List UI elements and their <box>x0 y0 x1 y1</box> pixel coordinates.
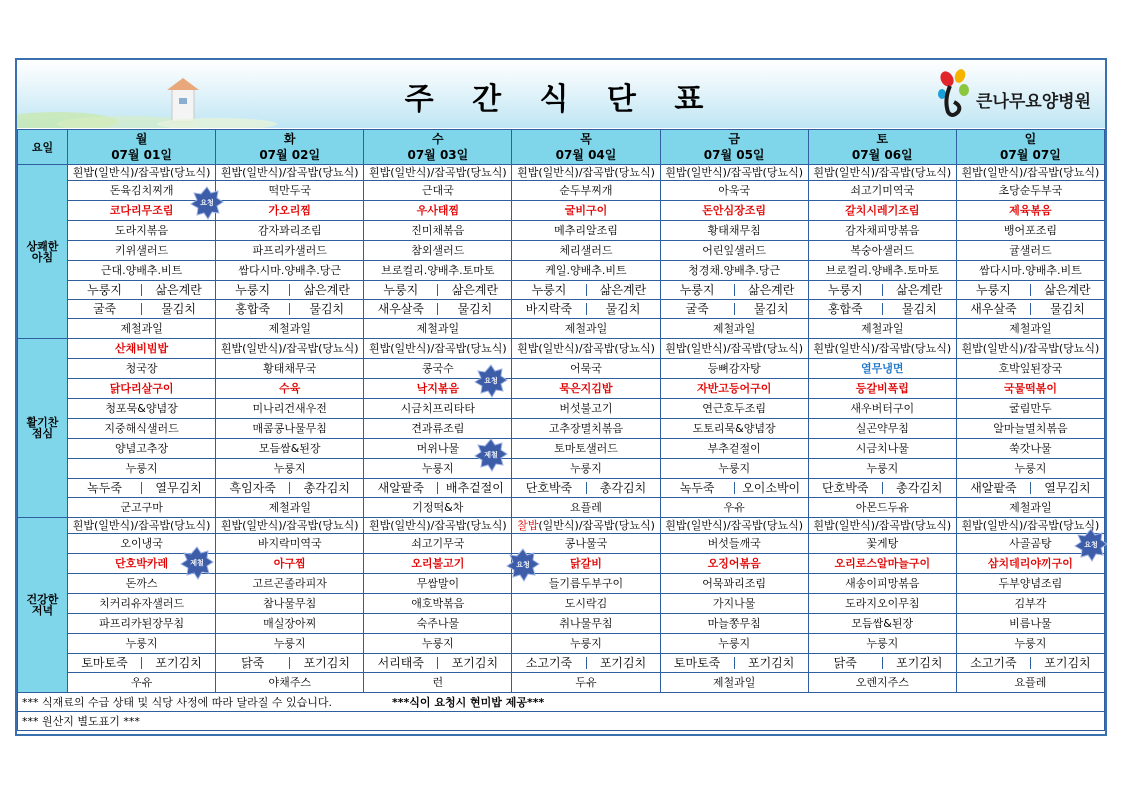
badge-text: 제철 <box>190 559 204 567</box>
lunch-dish-4-0: 양념고추장 <box>68 439 216 459</box>
dinner-porridge-0 <box>68 654 216 673</box>
dinner-dish-0-6: 사골곰탕 <box>956 534 1104 554</box>
dinner-dish-3-3: 도시락김 <box>512 594 660 614</box>
breakfast-dessert-3: 제철과일 <box>512 319 660 339</box>
breakfast-dish-4-2: 브로컬리.양배추.토마토 <box>364 261 512 281</box>
dinner-dish-3-1: 참나물무침 <box>216 594 364 614</box>
dinner-soft-5: 누룽지 <box>808 634 956 654</box>
breakfast-dish-2-4: 황태채무침 <box>660 221 808 241</box>
lunch-dish-1-2: 낙지볶음 <box>364 379 512 399</box>
badge-text: 요청 <box>484 377 498 385</box>
breakfast-soft-2-item-0: 누룽지 <box>383 283 419 297</box>
breakfast-dish-0-0: 돈육김치찌개 <box>68 181 216 201</box>
breakfast-soft-2 <box>364 281 512 300</box>
breakfast-dessert-4: 제철과일 <box>660 319 808 339</box>
lunch-dish-3-5: 실곤약무침 <box>808 419 956 439</box>
breakfast-soft-3-item-1: 삶은계란 <box>586 284 660 296</box>
request-badge <box>1074 528 1108 562</box>
day-date: 07월 02일 <box>259 148 321 162</box>
breakfast-dish-4-6: 쌈다시마.양배추.비트 <box>956 261 1104 281</box>
badge-text: 요청 <box>516 561 530 569</box>
dinner-dish-1-4: 오징어볶음 <box>660 554 808 574</box>
request-badge <box>190 186 224 220</box>
menu-sheet <box>15 58 1107 736</box>
lunch-porridge-3 <box>512 479 660 498</box>
dinner-dish-4-3: 취나물무침 <box>512 614 660 634</box>
dinner-porridge-4 <box>660 654 808 673</box>
lunch-soft-1: 누룽지 <box>216 459 364 479</box>
dinner-porridge-4-item-1: 포기김치 <box>734 657 808 669</box>
lunch-soft-6: 누룽지 <box>956 459 1104 479</box>
dinner-dish-2-5: 새송이피망볶음 <box>808 574 956 594</box>
breakfast-soft-0 <box>68 281 216 300</box>
badge-text: 제철 <box>484 451 498 459</box>
dinner-dessert-2: 런 <box>364 673 512 693</box>
lunch-porridge-6-item-0: 새알팥죽 <box>970 481 1017 495</box>
dinner-base-2: 흰밥(일반식)/잡곡밥(당뇨식) <box>364 518 512 534</box>
breakfast-dish-3-3: 체리샐러드 <box>512 241 660 261</box>
dinner-base-5: 흰밥(일반식)/잡곡밥(당뇨식) <box>808 518 956 534</box>
hospital-name: 큰나무요양병원 <box>976 92 1091 112</box>
day-header-5 <box>808 130 956 165</box>
breakfast-soft-3-item-0: 누룽지 <box>531 283 567 297</box>
breakfast-dish-3-4: 어린잎샐러드 <box>660 241 808 261</box>
footer-note-2: *** 원산지 별도표기 *** <box>18 712 1105 731</box>
lunch-dish-2-1: 미나리건새우전 <box>216 399 364 419</box>
dinner-dish-3-2: 애호박볶음 <box>364 594 512 614</box>
breakfast-porridge-0 <box>68 300 216 319</box>
lunch-dessert-1: 제철과일 <box>216 498 364 518</box>
lunch-base-5: 흰밥(일반식)/잡곡밥(당뇨식) <box>808 339 956 359</box>
dinner-dish-3-5: 도라지오이무침 <box>808 594 956 614</box>
day-date: 07월 01일 <box>111 148 172 162</box>
dinner-dish-2-4: 어묵꽈리조림 <box>660 574 808 594</box>
breakfast-base-6: 흰밥(일반식)/잡곡밥(당뇨식) <box>956 165 1104 181</box>
day-date: 07월 07일 <box>1000 148 1061 162</box>
breakfast-dish-3-0: 키위샐러드 <box>68 241 216 261</box>
breakfast-porridge-0-item-1: 물김치 <box>141 303 215 315</box>
lunch-dish-1-3: 묵은지김밥 <box>512 379 660 399</box>
breakfast-dish-3-6: 귤샐러드 <box>956 241 1104 261</box>
lunch-dish-0-1: 황태채무국 <box>216 359 364 379</box>
dinner-dish-1-6: 삼치데리야끼구이 <box>956 554 1104 574</box>
dinner-dish-2-3: 들기름두부구이 <box>512 574 660 594</box>
sticky-rice-label: 찰밥 <box>517 519 539 532</box>
breakfast-base-1: 흰밥(일반식)/잡곡밥(당뇨식) <box>216 165 364 181</box>
lunch-dish-4-1: 모듬쌈&된장 <box>216 439 364 459</box>
day-name: 금 <box>728 132 740 146</box>
day-date: 07월 04일 <box>555 148 617 162</box>
breakfast-dish-3-1: 파프리카샐러드 <box>216 241 364 261</box>
breakfast-dish-2-0: 도라지볶음 <box>68 221 216 241</box>
season-badge <box>474 438 508 472</box>
lunch-base-2: 흰밥(일반식)/잡곡밥(당뇨식) <box>364 339 512 359</box>
breakfast-porridge-2-item-1: 물김치 <box>437 303 511 315</box>
lunch-porridge-1-item-0: 흑임자죽 <box>229 481 276 495</box>
lunch-soft-5: 누룽지 <box>808 459 956 479</box>
day-header-4 <box>660 130 808 165</box>
breakfast-dish-2-1: 감자꽈리조림 <box>216 221 364 241</box>
tree-logo-icon <box>934 68 972 118</box>
request-badge <box>474 364 508 398</box>
lunch-dish-1-0: 닭다리살구이 <box>68 379 216 399</box>
breakfast-porridge-2-item-0: 새우살죽 <box>377 302 424 316</box>
breakfast-base-5: 흰밥(일반식)/잡곡밥(당뇨식) <box>808 165 956 181</box>
day-date: 07월 06일 <box>851 148 913 162</box>
breakfast-soft-2-item-1: 삶은계란 <box>437 284 511 296</box>
lunch-dish-3-2: 견과류조림 <box>364 419 512 439</box>
breakfast-soft-4 <box>660 281 808 300</box>
lunch-porridge-1-item-1: 총각김치 <box>289 482 363 494</box>
dinner-porridge-4-item-0: 토마토죽 <box>673 656 721 670</box>
lunch-dish-1-5: 등갈비폭립 <box>808 379 956 399</box>
dinner-porridge-0-item-0: 토마토죽 <box>81 656 128 670</box>
dinner-dish-2-6: 두부양념조림 <box>956 574 1104 594</box>
breakfast-base-2: 흰밥(일반식)/잡곡밥(당뇨식) <box>364 165 512 181</box>
lunch-dish-1-4: 자반고등어구이 <box>660 379 808 399</box>
dinner-dessert-4: 제철과일 <box>660 673 808 693</box>
dinner-porridge-5 <box>808 654 956 673</box>
breakfast-soft-1-item-1: 삶은계란 <box>289 284 363 296</box>
dinner-base-1: 흰밥(일반식)/잡곡밥(당뇨식) <box>216 518 364 534</box>
dinner-soft-4: 누룽지 <box>660 634 808 654</box>
breakfast-dish-2-5: 감자채피망볶음 <box>808 221 956 241</box>
lunch-porridge-0 <box>68 479 216 498</box>
breakfast-soft-5 <box>808 281 956 300</box>
breakfast-dish-4-4: 청경채.양배추.당근 <box>660 261 808 281</box>
day-header-6 <box>956 130 1104 165</box>
dinner-soft-2: 누룽지 <box>364 634 512 654</box>
lunch-dish-3-3: 고추장멸치볶음 <box>512 419 660 439</box>
hospital-logo <box>934 68 1091 118</box>
breakfast-dish-2-2: 진미채볶음 <box>364 221 512 241</box>
dinner-dish-1-3: 닭갈비 <box>512 554 660 574</box>
lunch-dish-2-2: 시금치프리타타 <box>364 399 512 419</box>
lunch-soft-0: 누룽지 <box>68 459 216 479</box>
dinner-soft-3: 누룽지 <box>512 634 660 654</box>
breakfast-dish-2-3: 메추리알조림 <box>512 221 660 241</box>
dinner-porridge-1-item-0: 닭죽 <box>241 656 265 670</box>
day-header-label: 요일 <box>18 130 68 165</box>
breakfast-dish-1-5: 갈치시레기조림 <box>808 201 956 221</box>
breakfast-dish-1-4: 돈안심장조림 <box>660 201 808 221</box>
dinner-dish-1-0: 단호박카레 <box>68 554 216 574</box>
lunch-porridge-2 <box>364 479 512 498</box>
lunch-base-1: 흰밥(일반식)/잡곡밥(당뇨식) <box>216 339 364 359</box>
dinner-porridge-2-item-0: 서리태죽 <box>377 656 424 670</box>
lunch-dish-3-4: 도토리묵&양념장 <box>660 419 808 439</box>
dinner-porridge-6-item-1: 포기김치 <box>1030 657 1104 669</box>
breakfast-soft-0-item-1: 삶은계란 <box>141 284 215 296</box>
lunch-dish-3-1: 매콤콩나물무침 <box>216 419 364 439</box>
lunch-dish-2-0: 청포묵&양념장 <box>68 399 216 419</box>
lunch-dish-4-2: 머위나물 <box>364 439 512 459</box>
season-badge <box>180 546 214 580</box>
breakfast-dish-1-3: 굴비구이 <box>512 201 660 221</box>
dinner-dish-0-3: 콩나물국 <box>512 534 660 554</box>
dinner-porridge-3-item-1: 포기김치 <box>586 657 660 669</box>
dinner-label: 건강한 저녁 <box>18 518 68 693</box>
lunch-dish-0-3: 어묵국 <box>512 359 660 379</box>
breakfast-soft-4-item-0: 누룽지 <box>679 283 715 297</box>
dinner-soft-6: 누룽지 <box>956 634 1104 654</box>
day-name: 토 <box>876 132 889 146</box>
menu-table <box>17 129 1105 731</box>
dinner-dish-3-6: 김부각 <box>956 594 1104 614</box>
lunch-porridge-5 <box>808 479 956 498</box>
lunch-porridge-4 <box>660 479 808 498</box>
lunch-dish-4-5: 시금치나물 <box>808 439 956 459</box>
banner <box>17 60 1105 128</box>
breakfast-dessert-1: 제철과일 <box>216 319 364 339</box>
lunch-dish-1-1: 수육 <box>216 379 364 399</box>
lunch-porridge-3-item-0: 단호박죽 <box>525 481 573 495</box>
lunch-dish-0-0: 청국장 <box>68 359 216 379</box>
dinner-dish-2-2: 무쌈말이 <box>364 574 512 594</box>
dinner-dessert-3: 두유 <box>512 673 660 693</box>
breakfast-porridge-1-item-0: 홍합죽 <box>235 302 271 316</box>
dinner-porridge-6 <box>956 654 1104 673</box>
breakfast-dish-3-2: 참외샐러드 <box>364 241 512 261</box>
lunch-dish-1-6: 국물떡볶이 <box>956 379 1104 399</box>
dinner-porridge-5-item-1: 포기김치 <box>882 657 956 669</box>
lunch-dish-0-4: 등뼈감자탕 <box>660 359 808 379</box>
dinner-dish-4-2: 숙주나물 <box>364 614 512 634</box>
lunch-dish-2-3: 버섯불고기 <box>512 399 660 419</box>
lunch-dish-0-2: 콩국수 <box>364 359 512 379</box>
lunch-dessert-2: 기정떡&차 <box>364 498 512 518</box>
breakfast-soft-0-item-0: 누룽지 <box>87 283 122 297</box>
dinner-base-4: 흰밥(일반식)/잡곡밥(당뇨식) <box>660 518 808 534</box>
dinner-porridge-3 <box>512 654 660 673</box>
breakfast-label: 상쾌한 아침 <box>18 165 68 339</box>
lunch-label: 활기찬 점심 <box>18 339 68 518</box>
lunch-soft-2: 누룽지 <box>364 459 512 479</box>
dinner-dessert-0: 우유 <box>68 673 216 693</box>
lunch-porridge-4-item-0: 녹두죽 <box>679 481 715 495</box>
dinner-porridge-6-item-0: 소고기죽 <box>970 656 1017 670</box>
breakfast-dish-4-1: 쌈다시마.양배추.당근 <box>216 261 364 281</box>
lunch-soft-4: 누룽지 <box>660 459 808 479</box>
lunch-porridge-5-item-1: 총각김치 <box>882 482 956 494</box>
lunch-porridge-2-item-1: 배추겉절이 <box>437 482 511 494</box>
breakfast-porridge-5 <box>808 300 956 319</box>
day-name: 월 <box>135 132 148 146</box>
dinner-dish-4-4: 마늘쫑무침 <box>660 614 808 634</box>
lunch-porridge-5-item-0: 단호박죽 <box>822 481 869 495</box>
day-date: 07월 03일 <box>407 148 469 162</box>
dinner-base-6: 흰밥(일반식)/잡곡밥(당뇨식) <box>956 518 1104 534</box>
brown-rice-note: ***식이 요청시 현미밥 제공*** <box>391 695 545 709</box>
lunch-dish-3-6: 알마늘멸치볶음 <box>956 419 1104 439</box>
lunch-dish-3-0: 지중해식샐러드 <box>68 419 216 439</box>
dinner-dish-0-5: 꽃게탕 <box>808 534 956 554</box>
lunch-base-6: 흰밥(일반식)/잡곡밥(당뇨식) <box>956 339 1104 359</box>
breakfast-porridge-6-item-0: 새우살죽 <box>970 302 1017 316</box>
breakfast-dish-0-1: 떡만두국 <box>216 181 364 201</box>
breakfast-porridge-5-item-0: 홍합죽 <box>827 302 863 316</box>
lunch-dessert-0: 군고구마 <box>68 498 216 518</box>
breakfast-porridge-1-item-1: 물김치 <box>289 303 363 315</box>
dinner-dish-0-0: 오이냉국 <box>68 534 216 554</box>
day-name: 수 <box>432 132 444 146</box>
lunch-porridge-6-item-1: 열무김치 <box>1030 482 1104 494</box>
dinner-dessert-6: 요플레 <box>956 673 1104 693</box>
breakfast-base-0: 흰밥(일반식)/잡곡밥(당뇨식) <box>68 165 216 181</box>
breakfast-dish-0-6: 초당순두부국 <box>956 181 1104 201</box>
breakfast-porridge-4 <box>660 300 808 319</box>
breakfast-porridge-5-item-1: 물김치 <box>882 303 956 315</box>
breakfast-soft-5-item-1: 삶은계란 <box>882 284 956 296</box>
breakfast-soft-1 <box>216 281 364 300</box>
breakfast-soft-3 <box>512 281 660 300</box>
dinner-dish-0-4: 버섯들깨국 <box>660 534 808 554</box>
dinner-dish-2-1: 고르곤졸라피자 <box>216 574 364 594</box>
lunch-dish-0-5: 열무냉면 <box>808 359 956 379</box>
lunch-porridge-1 <box>216 479 364 498</box>
dinner-dish-3-4: 가지나물 <box>660 594 808 614</box>
breakfast-porridge-3-item-1: 물김치 <box>586 303 660 315</box>
day-date: 07월 05일 <box>703 148 765 162</box>
dinner-dish-1-1: 아구찜 <box>216 554 364 574</box>
breakfast-dish-0-4: 아욱국 <box>660 181 808 201</box>
breakfast-porridge-3 <box>512 300 660 319</box>
badge-text: 요청 <box>1084 541 1098 549</box>
breakfast-base-4: 흰밥(일반식)/잡곡밥(당뇨식) <box>660 165 808 181</box>
breakfast-soft-6-item-1: 삶은계란 <box>1030 284 1104 296</box>
day-header-1 <box>216 130 364 165</box>
breakfast-dish-2-6: 뱅어포조림 <box>956 221 1104 241</box>
breakfast-porridge-6 <box>956 300 1104 319</box>
breakfast-soft-6 <box>956 281 1104 300</box>
dinner-porridge-1 <box>216 654 364 673</box>
lunch-porridge-4-item-1: 오이소박이 <box>734 482 808 494</box>
lunch-dessert-6: 제철과일 <box>956 498 1104 518</box>
lunch-dish-0-6: 호박잎된장국 <box>956 359 1104 379</box>
dinner-soft-0: 누룽지 <box>68 634 216 654</box>
breakfast-porridge-4-item-1: 물김치 <box>734 303 808 315</box>
breakfast-dish-1-2: 우사태찜 <box>364 201 512 221</box>
lunch-porridge-0-item-1: 열무김치 <box>141 482 215 494</box>
dinner-dish-1-5: 오리로스알마늘구이 <box>808 554 956 574</box>
breakfast-dessert-5: 제철과일 <box>808 319 956 339</box>
day-name: 일 <box>1024 132 1037 146</box>
breakfast-dish-1-0: 코다리무조림 <box>68 201 216 221</box>
dinner-dish-4-1: 매실장아찌 <box>216 614 364 634</box>
breakfast-base-3: 흰밥(일반식)/잡곡밥(당뇨식) <box>512 165 660 181</box>
lunch-base-4: 흰밥(일반식)/잡곡밥(당뇨식) <box>660 339 808 359</box>
breakfast-porridge-1 <box>216 300 364 319</box>
dinner-porridge-1-item-1: 포기김치 <box>289 657 363 669</box>
footer-note-text: *** 식재료의 수급 상태 및 식당 사정에 따라 달라질 수 있습니다. <box>22 695 332 709</box>
lunch-porridge-0-item-0: 녹두죽 <box>87 481 122 495</box>
lunch-dish-2-4: 연근호두조림 <box>660 399 808 419</box>
dinner-porridge-3-item-0: 소고기죽 <box>525 656 573 670</box>
day-name: 화 <box>283 132 296 146</box>
dinner-dish-0-1: 바지락미역국 <box>216 534 364 554</box>
dinner-dish-1-2: 오리불고기 <box>364 554 512 574</box>
breakfast-dessert-6: 제철과일 <box>956 319 1104 339</box>
breakfast-dish-1-6: 제육볶음 <box>956 201 1104 221</box>
lunch-dish-4-6: 쑥갓나물 <box>956 439 1104 459</box>
breakfast-dish-3-5: 복숭아샐러드 <box>808 241 956 261</box>
request-badge <box>506 548 540 582</box>
badge-text: 요청 <box>200 199 214 207</box>
breakfast-dish-1-1: 가오리찜 <box>216 201 364 221</box>
dinner-dessert-1: 야채주스 <box>216 673 364 693</box>
lunch-dessert-3: 요플레 <box>512 498 660 518</box>
breakfast-dish-0-5: 쇠고기미역국 <box>808 181 956 201</box>
dinner-dish-4-6: 비름나물 <box>956 614 1104 634</box>
page-title: 주 간 식 단 표 <box>404 82 718 117</box>
dinner-base-3: 찰밥(일반식)/잡곡밥(당뇨식) <box>512 518 660 534</box>
breakfast-dessert-2: 제철과일 <box>364 319 512 339</box>
lunch-porridge-2-item-0: 새알팥죽 <box>377 481 424 495</box>
breakfast-porridge-2 <box>364 300 512 319</box>
dinner-dish-0-2: 쇠고기무국 <box>364 534 512 554</box>
dinner-porridge-5-item-0: 닭죽 <box>833 656 857 670</box>
breakfast-porridge-6-item-1: 물김치 <box>1030 303 1104 315</box>
lunch-dish-4-3: 토마토샐러드 <box>512 439 660 459</box>
dinner-porridge-2-item-1: 포기김치 <box>437 657 511 669</box>
dinner-dessert-5: 오렌지주스 <box>808 673 956 693</box>
breakfast-soft-6-item-0: 누룽지 <box>975 283 1011 297</box>
breakfast-dish-4-3: 케일.양배추.비트 <box>512 261 660 281</box>
footer-note-1 <box>18 693 1105 712</box>
dinner-porridge-2 <box>364 654 512 673</box>
lunch-dessert-5: 아몬드두유 <box>808 498 956 518</box>
breakfast-soft-5-item-0: 누룽지 <box>827 283 863 297</box>
day-header-0 <box>68 130 216 165</box>
day-name: 목 <box>580 132 592 146</box>
lunch-dessert-4: 우유 <box>660 498 808 518</box>
breakfast-porridge-0-item-0: 굴죽 <box>92 302 117 316</box>
day-header-3 <box>512 130 660 165</box>
lunch-porridge-3-item-1: 총각김치 <box>586 482 660 494</box>
breakfast-dish-4-5: 브로컬리.양배추.토마토 <box>808 261 956 281</box>
day-header-2 <box>364 130 512 165</box>
lunch-base-3: 흰밥(일반식)/잡곡밥(당뇨식) <box>512 339 660 359</box>
lunch-base-0: 산채비빔밥 <box>68 339 216 359</box>
lunch-dish-4-4: 부추겉절이 <box>660 439 808 459</box>
breakfast-porridge-3-item-0: 바지락죽 <box>525 302 573 316</box>
dinner-dish-4-5: 모듬쌈&된장 <box>808 614 956 634</box>
breakfast-soft-4-item-1: 삶은계란 <box>734 284 808 296</box>
lunch-porridge-6 <box>956 479 1104 498</box>
breakfast-porridge-4-item-0: 굴죽 <box>685 302 709 316</box>
lunch-dish-2-6: 굴림만두 <box>956 399 1104 419</box>
lunch-dish-2-5: 새우버터구이 <box>808 399 956 419</box>
dinner-soft-1: 누룽지 <box>216 634 364 654</box>
breakfast-dish-0-3: 순두부찌개 <box>512 181 660 201</box>
dinner-dish-4-0: 파프리카된장무침 <box>68 614 216 634</box>
dinner-dish-2-0: 돈까스 <box>68 574 216 594</box>
dinner-dish-3-0: 치커리유자샐러드 <box>68 594 216 614</box>
breakfast-dish-4-0: 근대.양배추.비트 <box>68 261 216 281</box>
breakfast-dessert-0: 제철과일 <box>68 319 216 339</box>
dinner-porridge-0-item-1: 포기김치 <box>141 657 215 669</box>
lunch-soft-3: 누룽지 <box>512 459 660 479</box>
dinner-base-0: 흰밥(일반식)/잡곡밥(당뇨식) <box>68 518 216 534</box>
breakfast-soft-1-item-0: 누룽지 <box>235 283 271 297</box>
breakfast-dish-0-2: 근대국 <box>364 181 512 201</box>
